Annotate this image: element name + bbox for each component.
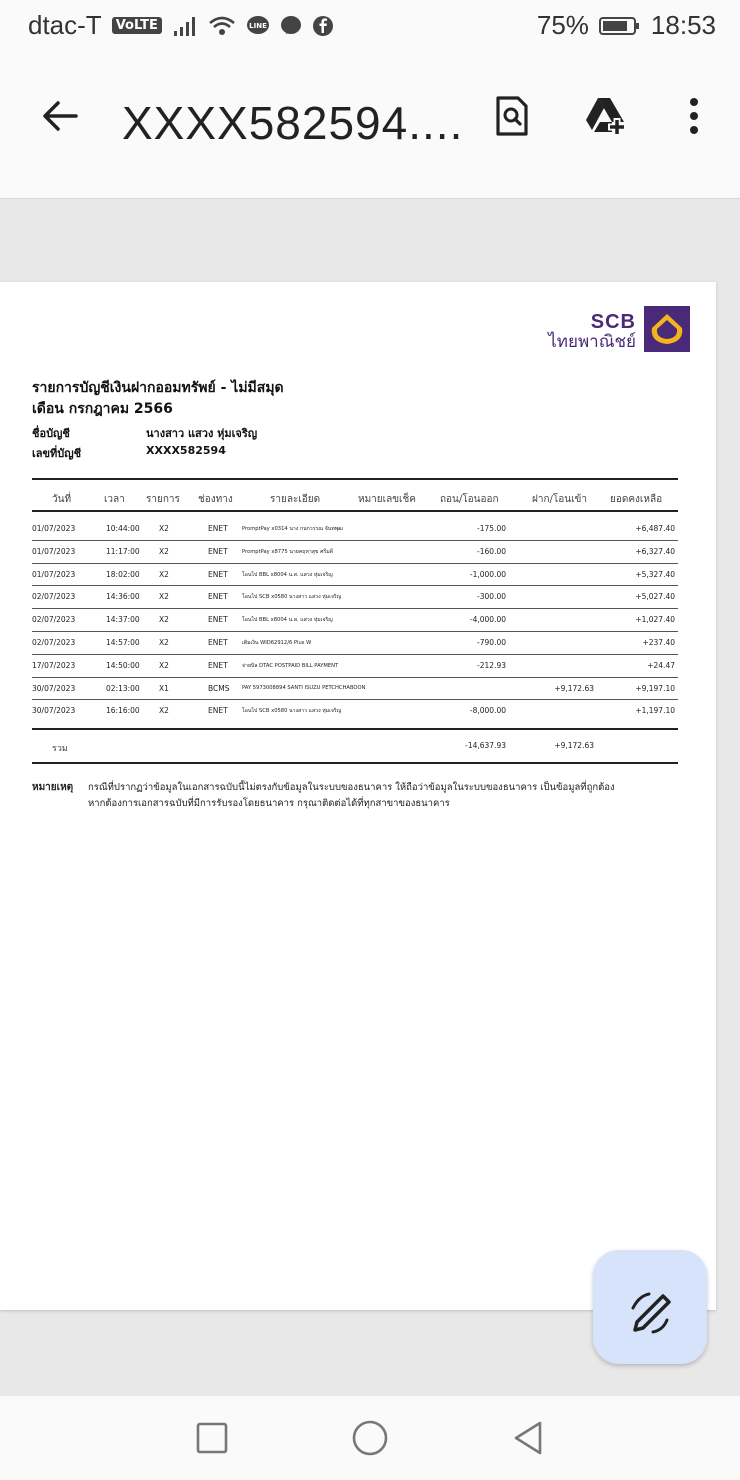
- row-date: 02/07/2023: [32, 592, 76, 602]
- row-date: 01/07/2023: [32, 524, 76, 533]
- row-detail: เติมเงิน WID62912/6 Plus W: [242, 640, 312, 646]
- row-time: 10:44:00: [106, 524, 140, 533]
- row-time: 14:37:00: [106, 615, 140, 625]
- row-channel: ENET: [208, 524, 228, 533]
- row-channel: BCMS: [208, 683, 230, 693]
- table-header-rule: [32, 510, 678, 512]
- edit-fab-button[interactable]: [593, 1250, 707, 1364]
- row-code: X2: [159, 706, 169, 716]
- row-code: X2: [159, 569, 169, 579]
- row-time: 14:36:00: [106, 592, 140, 602]
- account-no-label: เลขที่บัญชี: [32, 447, 82, 460]
- row-code: X2: [159, 615, 169, 625]
- row-code: X1: [159, 683, 169, 693]
- battery-icon: [599, 15, 641, 37]
- table-body-end-rule: [32, 728, 678, 730]
- pdf-page: [0, 282, 716, 1310]
- row-date: 01/07/2023: [32, 546, 76, 556]
- row-code: X2: [159, 524, 169, 533]
- row-balance: +6,487.40: [635, 524, 675, 533]
- table-header-col-withdraw: ถอน/โอนออก: [440, 494, 499, 505]
- carrier-name: dtac-T: [28, 10, 102, 40]
- statement-header: [32, 378, 284, 420]
- row-balance: +237.40: [642, 638, 675, 647]
- total-deposit: +9,172.63: [554, 741, 594, 750]
- table-top-rule: [32, 478, 678, 480]
- row-channel: ENET: [208, 546, 228, 556]
- status-right: [537, 10, 716, 41]
- account-no: XXXX582594: [146, 444, 226, 457]
- table-header-col-detail: รายละเอียด: [270, 494, 321, 505]
- row-time: 14:50:00: [106, 660, 140, 670]
- row-time: 14:57:00: [106, 638, 140, 647]
- row-date: 02/07/2023: [32, 638, 76, 647]
- statement-title: รายการบัญชีเงินฝากออมทรัพย์ - ไม่มีสมุด: [32, 380, 284, 396]
- messenger-icon: [280, 15, 302, 37]
- row-withdraw: -1,000.00: [469, 569, 506, 579]
- total-label: รวม: [52, 744, 68, 754]
- line-app-icon: [246, 15, 270, 37]
- scb-logo-icon: [644, 306, 690, 352]
- table-row: [32, 632, 678, 655]
- statement-month: เดือน กรกฎาคม 2566: [32, 401, 173, 417]
- document-search-icon[interactable]: [490, 94, 534, 138]
- document-title: XXXX582594....: [122, 97, 464, 149]
- clock: 18:53: [650, 10, 716, 40]
- table-header-col-code: รายการ: [146, 494, 180, 505]
- row-balance: +6,327.40: [635, 546, 675, 556]
- signal-icon: [172, 15, 198, 37]
- table-header-col-channel: ช่องทาง: [198, 494, 233, 505]
- row-code: X2: [159, 638, 169, 647]
- volte-badge: VoLTE: [112, 17, 162, 34]
- row-detail: โอนไป SCB x0580 นางสาว แสวง หุ่มเจริญ: [242, 594, 342, 601]
- table-bottom-rule: [32, 762, 678, 764]
- row-balance: +1,027.40: [635, 615, 675, 625]
- row-channel: ENET: [208, 569, 228, 579]
- row-withdraw: -8,000.00: [469, 706, 506, 716]
- edit-pen-icon: [593, 1250, 707, 1364]
- row-code: X2: [159, 592, 169, 602]
- more-vert-icon[interactable]: [672, 94, 716, 138]
- row-date: 17/07/2023: [32, 660, 76, 670]
- facebook-icon: [312, 15, 334, 37]
- note-line-1: กรณีที่ปรากฏว่าข้อมูลในเอกสารฉบับนี้ไม่ตรงกับข้อมูลในระบบของธนาคาร ให้ถือว่าข้อมูลในระบบของธนาคาร เป็นข้อมูลที่ถูกต้อง: [88, 782, 615, 793]
- row-detail: จ่ายบิล DTAC POSTPAID BILL PAYMENT: [242, 662, 339, 669]
- row-channel: ENET: [208, 615, 228, 625]
- table-row: [32, 586, 678, 609]
- row-date: 30/07/2023: [32, 683, 76, 693]
- row-balance: +24.47: [647, 660, 675, 670]
- row-channel: ENET: [208, 592, 228, 602]
- logo-name: SCB: [590, 311, 636, 333]
- svg-text:LINE: LINE: [249, 21, 267, 30]
- home-circle-icon[interactable]: [350, 1418, 390, 1458]
- wifi-icon: [208, 15, 236, 37]
- table-row: [32, 655, 678, 678]
- row-time: 18:02:00: [106, 569, 140, 579]
- row-date: 30/07/2023: [32, 706, 76, 716]
- logo-thai-name: ไทยพาณิชย์: [548, 332, 636, 352]
- row-withdraw: -300.00: [477, 592, 506, 602]
- row-balance: +9,197.10: [635, 683, 675, 693]
- row-balance: +1,197.10: [635, 706, 675, 716]
- bank-logo-text: [530, 312, 636, 352]
- row-balance: +5,027.40: [635, 592, 675, 602]
- app-bar: [0, 54, 740, 199]
- row-withdraw: -4,000.00: [469, 615, 506, 625]
- row-detail: โอนไป SCB x0580 นางสาว แสวง หุ่มเจริญ: [242, 708, 342, 715]
- row-withdraw: -160.00: [477, 546, 506, 556]
- table-row: [32, 700, 678, 723]
- table-row: [32, 518, 678, 541]
- row-channel: ENET: [208, 660, 228, 670]
- row-date: 02/07/2023: [32, 615, 76, 625]
- row-detail: โอนไป BBL x8004 น.ส. แสวง หุ่มเจริญ: [242, 571, 333, 578]
- back-arrow-icon[interactable]: [38, 94, 82, 138]
- row-deposit: +9,172.63: [554, 683, 594, 693]
- row-detail: โอนไป BBL x8004 น.ส. แสวง หุ่มเจริญ: [242, 617, 333, 624]
- recents-square-icon[interactable]: [194, 1420, 230, 1456]
- table-row: [32, 541, 678, 564]
- table-header-col-date: วันที่: [52, 494, 72, 505]
- total-withdraw: -14,637.93: [465, 741, 506, 750]
- battery-percent: 75%: [536, 10, 589, 40]
- system-nav-bar: [0, 1396, 740, 1480]
- table-row: [32, 564, 678, 587]
- row-time: 16:16:00: [106, 706, 140, 716]
- row-detail: PromptPay x8775 นายคฤหาสุข ศรีมดี: [242, 548, 333, 555]
- row-time: 02:13:00: [106, 683, 140, 693]
- table-header-col-balance: ยอดคงเหลือ: [610, 494, 663, 505]
- row-detail: PAY 5973008894 SANTI ISUZU PETCHCHABOON: [242, 684, 366, 691]
- back-triangle-icon[interactable]: [508, 1418, 548, 1458]
- note-line-2: หากต้องการเอกสารฉบับที่มีการรับรองโดยธนาคาร กรุณาติดต่อได้ที่ทุกสาขาของธนาคาร: [88, 798, 450, 809]
- row-code: X2: [159, 546, 169, 556]
- status-left: [28, 10, 334, 41]
- account-name: นางสาว แสวง หุ่มเจริญ: [146, 427, 258, 440]
- drive-add-icon[interactable]: [584, 94, 628, 138]
- row-code: X2: [159, 660, 169, 670]
- row-channel: ENET: [208, 638, 228, 647]
- table-header-col-cheque: หมายเลขเช็ค: [358, 494, 416, 505]
- row-detail: PromptPay x0314 นาง กนกวรรณ จันทพุฒ: [242, 526, 343, 532]
- row-withdraw: -175.00: [477, 524, 506, 533]
- note-label: หมายเหตุ: [32, 782, 74, 793]
- status-bar: [0, 0, 740, 54]
- row-channel: ENET: [208, 706, 228, 716]
- row-withdraw: -212.93: [477, 660, 506, 670]
- table-row: [32, 609, 678, 632]
- table-header-col-time: เวลา: [104, 494, 125, 505]
- row-withdraw: -790.00: [477, 638, 506, 647]
- table-header-col-deposit: ฝาก/โอนเข้า: [532, 494, 587, 505]
- row-time: 11:17:00: [106, 546, 140, 556]
- row-balance: +5,327.40: [635, 569, 675, 579]
- table-row: [32, 678, 678, 701]
- row-date: 01/07/2023: [32, 569, 76, 579]
- account-name-label: ชื่อบัญชี: [32, 427, 70, 440]
- statement-note: [32, 780, 682, 812]
